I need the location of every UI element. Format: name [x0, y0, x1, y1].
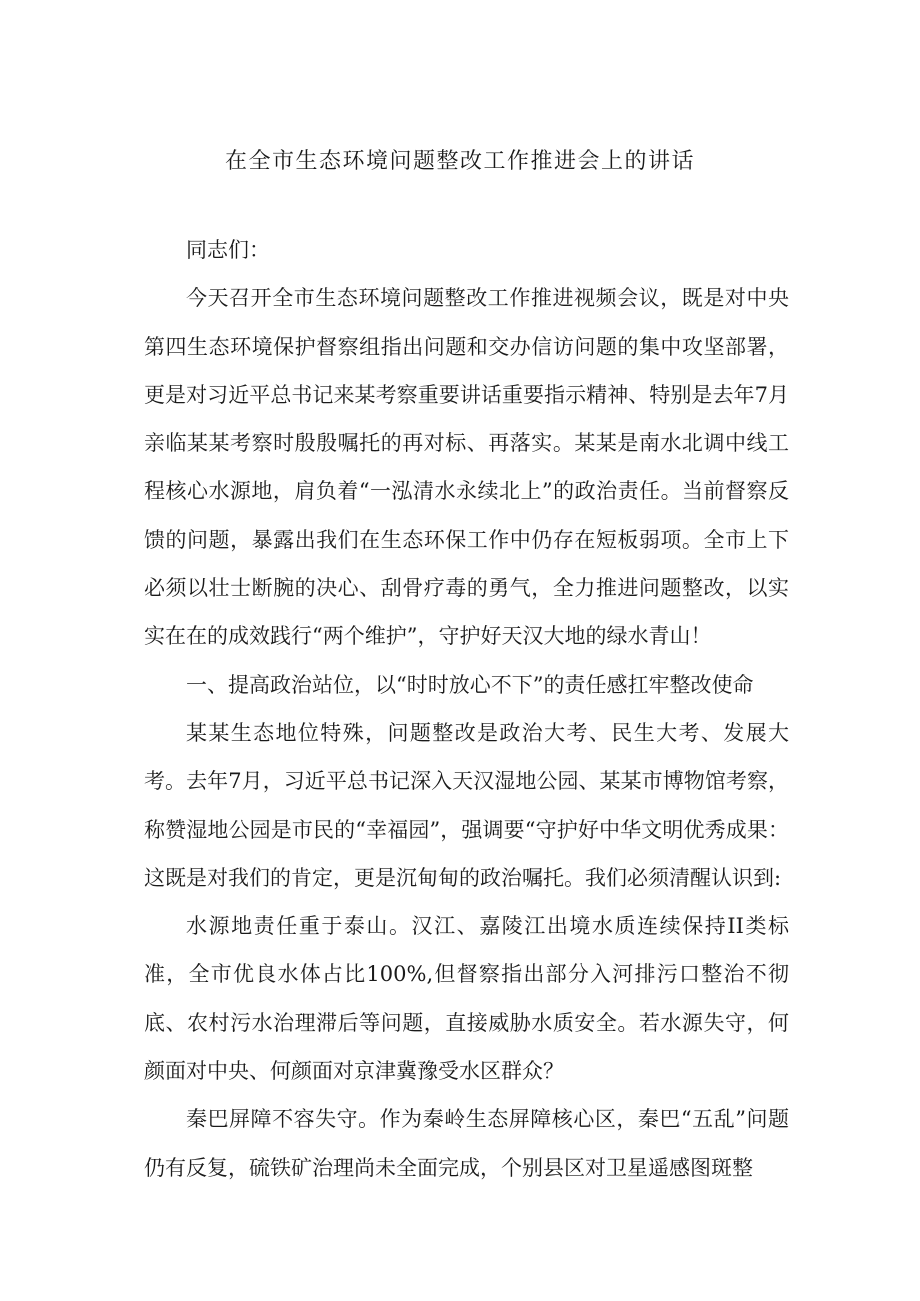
paragraph-political-position: 某某生态地位特殊，问题整改是政治大考、民生大考、发展大考。去年7月，习近平总书记深入天汉湿地公园、某某市博物馆考察，称赞湿地公园是市民的“幸福园”，强调要“守护好中华文明优秀成果：这既是对我们的肯定，更是沉甸甸的政治嘱托。我们必须清醒认识到: [144, 720, 789, 890]
paragraph-qinba-barrier: 秦巴屏障不容失守。作为秦岭生态屏障核心区，秦巴“五乱”问题仍有反复，硫铁矿治理尚未全面完成，个别县区对卫星遥感图斑整 [144, 1107, 789, 1180]
section-heading-1: 一、提高政治站位，以“时时放心不下”的责任感扛牢整改使命 [186, 672, 754, 697]
document-body [144, 226, 789, 1192]
paragraph-water-source: 水源地责任重于泰山。汉江、嘉陵江出境水质连续保持II类标准，全市优良水体占比100%,但督察指出部分入河排污口整治不彻底、农村污水治理滞后等问题，直接威胁水质安全。若水源失守，何颜面对中央、何颜面对京津冀豫受水区群众？ [144, 914, 789, 1084]
document-title: 在全市生态环境问题整改工作推进会上的讲话 [224, 149, 695, 174]
paragraph-intro: 今天召开全市生态环境问题整改工作推进视频会议，既是对中央第四生态环境保护督察组指出问题和交办信访问题的集中攻坚部署，更是对习近平总书记来某考察重要讲话重要指示精神、特别是去年7月亲临某某考察时殷殷嘱托的再对标、再落实。某某是南水北调中线工程核心水源地，肩负着“一泓清水永续北上”的政治责任。当前督察反馈的问题，暴露出我们在生态环保工作中仍存在短板弱项。全市上下必须以壮士断腕的决心、刮骨疗毒的勇气，全力推进问题整改，以实实在在的成效践行“两个维护”，守护好天汉大地的绿水青山！ [144, 286, 789, 649]
salutation: 同志们： [186, 238, 270, 262]
